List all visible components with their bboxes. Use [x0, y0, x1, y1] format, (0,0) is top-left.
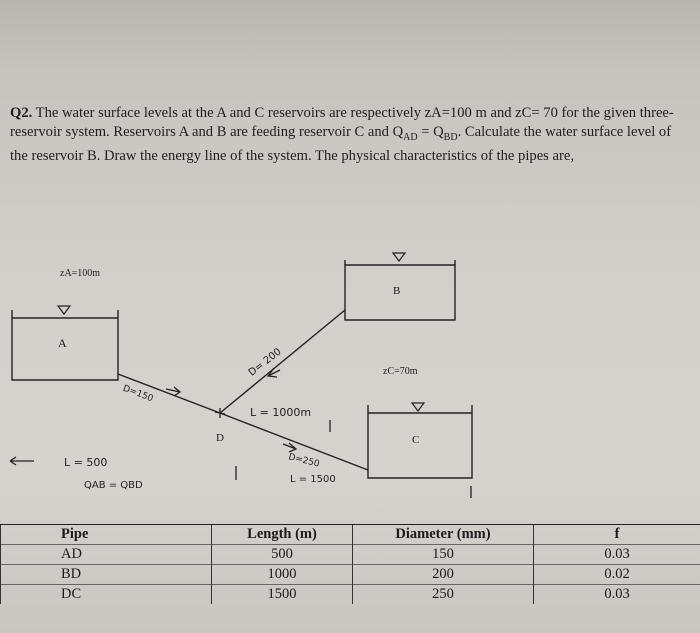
table-header-row — [1, 525, 700, 545]
cell-diameter: 200 — [353, 565, 534, 585]
reservoir-b-label: B — [393, 285, 401, 297]
pipe-bd — [220, 310, 345, 413]
table-row — [1, 565, 700, 585]
water-symbol-b — [393, 253, 405, 261]
water-symbol-a — [58, 306, 70, 314]
header-f: f — [534, 525, 700, 545]
header-pipe: Pipe — [1, 525, 212, 545]
zc-label: zC=70m — [383, 366, 418, 377]
cell-pipe: BD — [1, 565, 212, 585]
question-body-2: = Q — [417, 124, 444, 140]
subscript-bd: BD — [443, 131, 458, 143]
cell-f: 0.03 — [534, 545, 700, 565]
hand-d-ad: D=150 — [121, 383, 155, 405]
cell-length: 1000 — [212, 565, 353, 585]
header-diameter: Diameter (mm) — [353, 525, 534, 545]
flow-arrow-dc — [283, 443, 296, 452]
hand-d-dc: D=250 — [287, 452, 321, 470]
question-body-1: The water surface levels at the A and C reservoirs are respectively zA=100 m and zC= 70 for the given three-reservoir system. Reservoirs A and B are feeding reservoir C and Q — [10, 105, 674, 140]
header-length: Length (m) — [212, 525, 353, 545]
hand-l-dc: L = 1500 — [290, 474, 336, 485]
hand-q-relation: QAB = QBD — [84, 480, 143, 491]
pipe-properties-table — [0, 524, 700, 604]
table-row — [1, 545, 700, 565]
reservoir-a-label: A — [58, 336, 67, 350]
table-row — [1, 585, 700, 605]
subscript-ad: AD — [403, 131, 418, 143]
cell-f: 0.02 — [534, 565, 700, 585]
cell-pipe: DC — [1, 585, 212, 605]
junction-d-label: D — [216, 432, 224, 444]
hand-l-bd: L = 1000m — [250, 406, 312, 419]
cell-length: 500 — [212, 545, 353, 565]
reservoir-c-label: C — [412, 434, 420, 446]
water-symbol-c — [412, 403, 424, 411]
question-number: Q2. — [10, 105, 33, 121]
cell-pipe: AD — [1, 545, 212, 565]
hand-l-ad: L = 500 — [64, 456, 108, 469]
hand-d-bd: D= 200 — [246, 346, 284, 379]
cell-length: 1500 — [212, 585, 353, 605]
cell-diameter: 250 — [353, 585, 534, 605]
question-body-3: . Calculate the water surface level of the reservoir B. Draw the energy line of the system. The physical characteristics of the pipes are, — [10, 124, 672, 164]
cell-f: 0.03 — [534, 585, 700, 605]
reservoir-c-tank — [368, 405, 472, 478]
hand-arrow-left — [10, 457, 34, 465]
za-label: zA=100m — [60, 268, 101, 279]
cell-diameter: 150 — [353, 545, 534, 565]
